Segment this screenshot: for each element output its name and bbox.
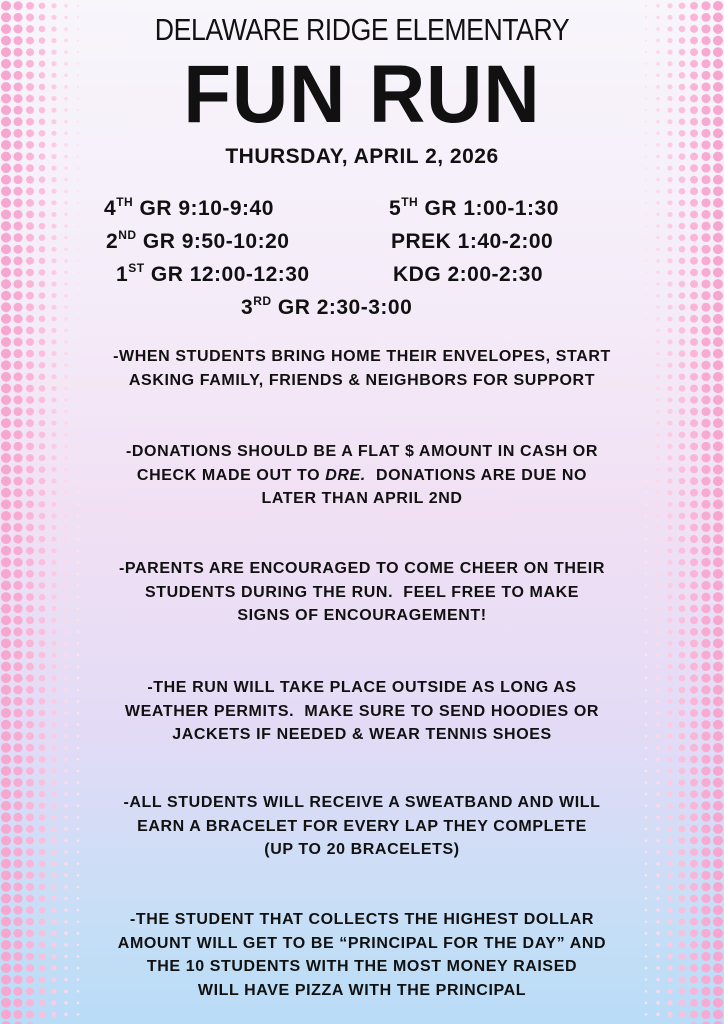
info-paragraph-donations — [0, 440, 724, 511]
line-text: DONATIONS ARE DUE NO — [365, 466, 588, 484]
paragraph-line: ASKING FAMILY, FRIENDS & NEIGHBORS FOR SUPPORT — [128, 371, 596, 389]
paragraph-line: AMOUNT WILL GET TO BE “PRINCIPAL FOR THE DAY” AND — [117, 934, 607, 952]
paragraph-line: (UP TO 20 BRACELETS) — [264, 841, 460, 858]
event-title: FUN RUN — [183, 49, 541, 140]
info-paragraph-prizes — [0, 908, 724, 1002]
paragraph-line: SIGNS OF ENCOURAGEMENT! — [237, 607, 487, 624]
schedule-item — [106, 230, 289, 254]
grade-suffix: RD — [253, 294, 272, 308]
grade-time: GR 9:10-9:40 — [133, 197, 274, 220]
info-paragraph-parents — [0, 557, 724, 628]
paragraph-line: JACKETS IF NEEDED & WEAR TENNIS SHOES — [172, 726, 552, 743]
line-text: CHECK MADE OUT TO — [136, 466, 326, 484]
grade-suffix: ND — [118, 228, 137, 242]
paragraph-line: -THE RUN WILL TAKE PLACE OUTSIDE AS LONG AS — [147, 679, 577, 696]
paragraph-line: WEATHER PERMITS. MAKE SURE TO SEND HOODIES OR — [124, 702, 600, 720]
paragraph-line: STUDENTS DURING THE RUN. FEEL FREE TO MAKE — [144, 583, 580, 601]
grade-number: 3 — [241, 296, 254, 319]
grade-time: GR 1:00-1:30 — [418, 197, 559, 220]
grade-number: 5 — [389, 197, 402, 220]
paragraph-line: WILL HAVE PIZZA WITH THE PRINCIPAL — [197, 981, 527, 999]
grade-suffix: TH — [116, 195, 134, 209]
paragraph-line: -WHEN STUDENTS BRING HOME THEIR ENVELOPES, START — [113, 348, 611, 365]
paragraph-line — [0, 464, 724, 488]
grade-number: 4 — [104, 197, 117, 220]
paragraph-line: -PARENTS ARE ENCOURAGED TO COME CHEER ON THEIR — [119, 560, 605, 577]
paragraph-line: THE 10 STUDENTS WITH THE MOST MONEY RAISED — [146, 958, 578, 975]
school-name: DELAWARE RIDGE ELEMENTARY — [154, 12, 570, 47]
grade-number: 2 — [106, 230, 119, 253]
line-text-italic: DRE. — [325, 466, 366, 484]
paragraph-line: -ALL STUDENTS WILL RECEIVE A SWEATBAND AND WILL — [123, 794, 601, 811]
grade-time: GR 12:00-12:30 — [144, 263, 310, 286]
grade-time: PREK 1:40-2:00 — [391, 230, 554, 253]
schedule-item — [391, 230, 553, 254]
schedule-item — [116, 263, 310, 287]
schedule-item — [393, 263, 543, 287]
info-paragraph-weather — [0, 676, 724, 747]
schedule-item — [104, 197, 274, 221]
grade-time: GR 9:50-10:20 — [136, 230, 290, 253]
paragraph-line: LATER THAN APRIL 2ND — [261, 490, 463, 507]
grade-number: 1 — [116, 263, 129, 286]
event-date: THURSDAY, APRIL 2, 2026 — [225, 145, 499, 168]
schedule-item — [389, 197, 559, 221]
grade-suffix: TH — [401, 195, 419, 209]
paragraph-line: EARN A BRACELET FOR EVERY LAP THEY COMPLETE — [137, 817, 587, 835]
paragraph-line: -DONATIONS SHOULD BE A FLAT $ AMOUNT IN CASH OR — [125, 443, 599, 460]
grade-time: KDG 2:00-2:30 — [393, 263, 544, 286]
schedule-item — [241, 296, 412, 320]
info-paragraph-envelopes — [0, 345, 724, 392]
info-paragraph-bracelets — [0, 791, 724, 862]
grade-time: GR 2:30-3:00 — [271, 296, 413, 319]
grade-suffix: ST — [128, 261, 145, 275]
paragraph-line: -THE STUDENT THAT COLLECTS THE HIGHEST DOLLAR — [129, 911, 594, 928]
